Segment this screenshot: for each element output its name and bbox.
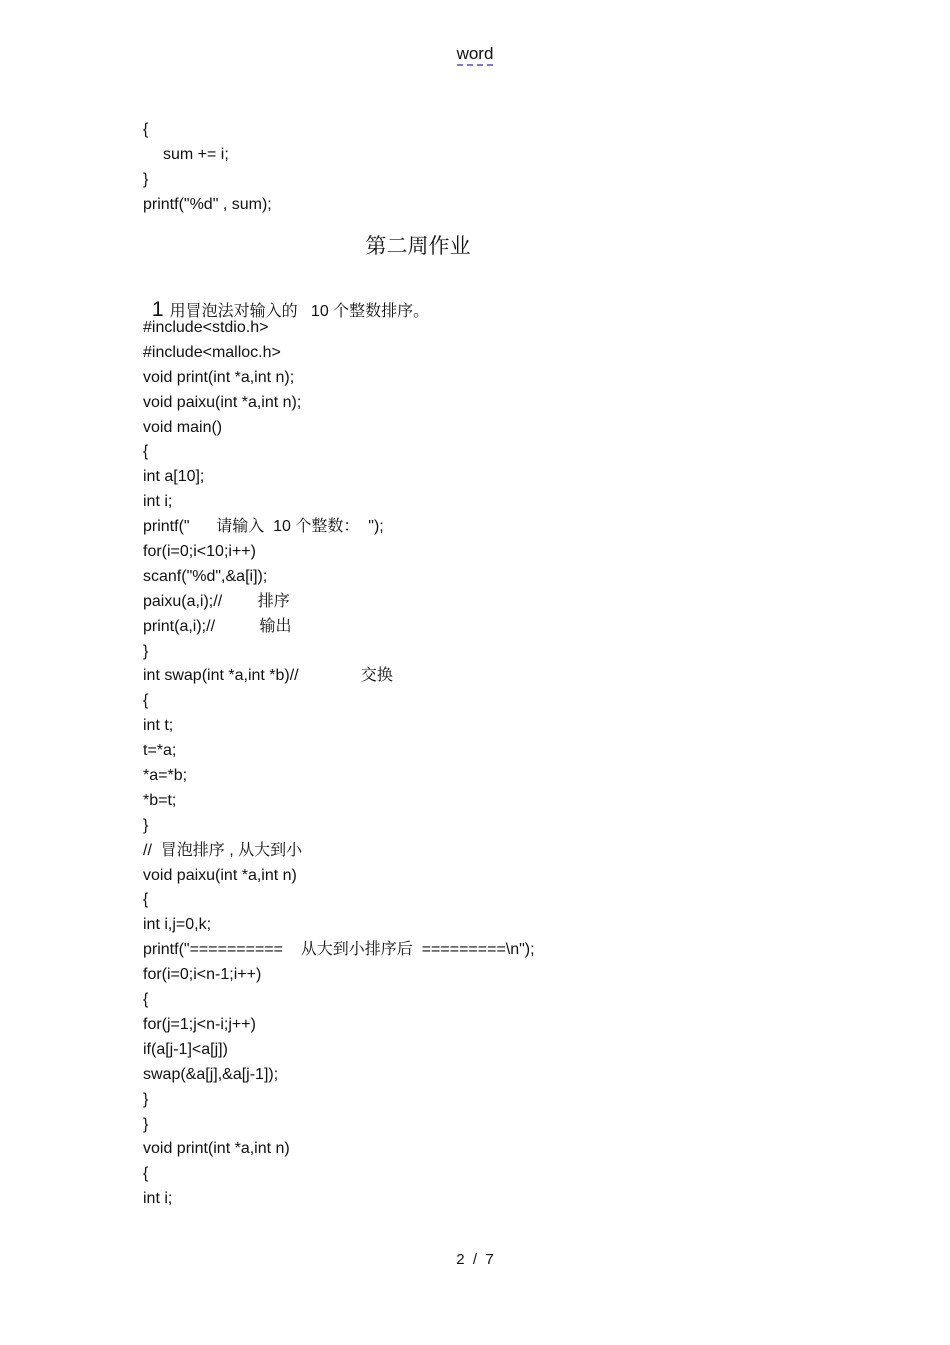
code-line: *a=*b; (143, 767, 188, 785)
code-line: { (143, 443, 149, 461)
page-number: 2 / 7 (456, 1251, 494, 1268)
code-line: int t; (143, 717, 174, 735)
section-title: 第二周作业 (365, 234, 471, 258)
code-line: { (143, 121, 149, 138)
code-line: } (143, 816, 149, 834)
code-line: #include<malloc.h> (143, 343, 281, 361)
code-line: } (143, 642, 149, 660)
top-code-block (143, 118, 272, 218)
page-header (0, 44, 950, 64)
header-text: word (457, 44, 494, 66)
code-line: printf("========== 从大到小排序后 =========\n"); (143, 941, 535, 959)
code-line: void paixu(int *a,int n); (143, 393, 302, 411)
code-line: { (143, 692, 149, 710)
question-text: 用冒泡法对输入的 10 个整数排序。 (169, 303, 430, 320)
code-line: { (143, 891, 149, 909)
code-line: int i; (143, 493, 173, 511)
code-line: void main() (143, 418, 223, 436)
code-line: int i,j=0,k; (143, 916, 212, 934)
code-line: } (143, 1115, 149, 1133)
code-line: printf("%d" , sum); (143, 195, 272, 213)
code-line: int swap(int *a,int *b)// 交换 (143, 667, 393, 685)
code-line: { (143, 991, 149, 1009)
code-line: { (143, 1165, 149, 1183)
code-line: for(j=1;j<n-i;j++) (143, 1015, 256, 1033)
code-line: } (143, 170, 149, 188)
code-line: int a[10]; (143, 468, 205, 486)
code-line: if(a[j-1]<a[j]) (143, 1040, 228, 1058)
code-line: for(i=0;i<n-1;i++) (143, 966, 262, 984)
code-line: for(i=0;i<10;i++) (143, 543, 256, 561)
question-number: 1 (151, 298, 164, 321)
code-line: void print(int *a,int n); (143, 368, 295, 386)
code-line: sum += i; (163, 145, 229, 163)
main-code-block (143, 316, 535, 1212)
code-line: } (143, 1090, 149, 1108)
code-line: scanf("%d",&a[i]); (143, 567, 268, 585)
code-line: // 冒泡排序 , 从大到小 (143, 841, 303, 859)
code-line: *b=t; (143, 791, 177, 809)
code-line: void print(int *a,int n) (143, 1140, 290, 1158)
code-line: void paixu(int *a,int n) (143, 866, 297, 884)
code-line: paixu(a,i);// 排序 (143, 592, 290, 610)
code-line: #include<stdio.h> (143, 319, 269, 336)
code-line: int i; (143, 1190, 173, 1208)
code-line: printf(" 请输入 10 个整数： "); (143, 518, 384, 536)
code-line: swap(&a[j],&a[j-1]); (143, 1065, 279, 1083)
code-line: print(a,i);// 输出 (143, 617, 292, 635)
code-line: t=*a; (143, 742, 177, 760)
